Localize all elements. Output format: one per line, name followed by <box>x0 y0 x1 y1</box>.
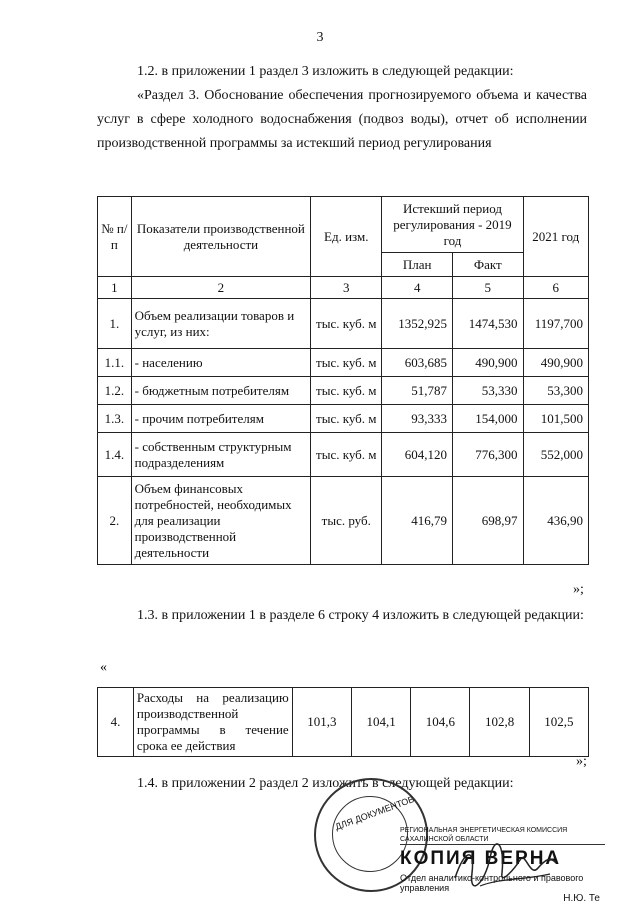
expenses-table <box>97 687 589 757</box>
row-value: 104,1 <box>351 688 410 757</box>
header-unit: Ед. изм. <box>311 197 382 277</box>
table-row <box>98 433 589 477</box>
paragraph-1-2: 1.2. в приложении 1 раздел 3 изложить в следующей редакции: <box>137 64 514 79</box>
stamp-person: Н.Ю. Те <box>563 893 600 904</box>
row-num: 4. <box>98 688 134 757</box>
row-name: Расходы на реализацию производственной программы в течение срока ее действия <box>133 688 292 757</box>
table-row <box>98 377 589 405</box>
row-fact: 154,000 <box>452 405 523 433</box>
header-indicator: Показатели производственной деятельности <box>131 197 311 277</box>
row-name: Объем финансовых потребностей, необходимых для реализации производственной деятельности <box>131 477 311 565</box>
table-header-row <box>98 197 589 253</box>
table-row <box>98 349 589 377</box>
column-number-row <box>98 277 589 299</box>
row-name: - населению <box>131 349 311 377</box>
row-unit: тыс. руб. <box>311 477 382 565</box>
row-2021: 490,900 <box>523 349 588 377</box>
row-plan: 51,787 <box>382 377 453 405</box>
seal-for-documents-text: ДЛЯ ДОКУМЕНТОВ <box>333 794 416 832</box>
row-plan: 416,79 <box>382 477 453 565</box>
stamp-department: Отдел аналитико-контрольного и правового управления <box>400 873 584 893</box>
paragraph-1-3: 1.3. в приложении 1 в разделе 6 строку 4 изложить в следующей редакции: <box>137 608 584 623</box>
header-period: Истекший период регулирования - 2019 год <box>382 197 523 253</box>
signature-icon <box>450 838 560 893</box>
stamp-title: КОПИЯ ВЕРНА <box>400 848 562 869</box>
row-plan: 604,120 <box>382 433 453 477</box>
header-num: № п/п <box>98 197 132 277</box>
table-row <box>98 688 589 757</box>
row-value: 104,6 <box>411 688 470 757</box>
row-num: 1. <box>98 299 132 349</box>
section-3-heading: «Раздел 3. Обоснование обеспечения прогнозируемого объема и качества услуг в сфере холодного водоснабжения (подвоз воды), отчет об исполнении производственной программы за истекший период регулирования <box>97 88 587 151</box>
row-name: Объем реализации товаров и услуг, из них: <box>131 299 311 349</box>
table-row <box>98 299 589 349</box>
row-num: 1.3. <box>98 405 132 433</box>
header-fact: Факт <box>452 253 523 277</box>
paragraph-1-4: 1.4. в приложении 2 раздел 2 изложить в следующей редакции: <box>137 776 514 791</box>
row-name: - прочим потребителям <box>131 405 311 433</box>
row-fact: 776,300 <box>452 433 523 477</box>
header-plan: План <box>382 253 453 277</box>
row-value: 101,3 <box>292 688 351 757</box>
row-value: 102,5 <box>529 688 588 757</box>
row-plan: 93,333 <box>382 405 453 433</box>
row-unit: тыс. куб. м <box>311 433 382 477</box>
row-plan: 1352,925 <box>382 299 453 349</box>
table1-end-mark: »; <box>573 582 584 597</box>
row-name: - собственным структурным подразделениям <box>131 433 311 477</box>
row-num: 2. <box>98 477 132 565</box>
header-2021: 2021 год <box>523 197 588 277</box>
col-number: 5 <box>452 277 523 299</box>
col-number: 1 <box>98 277 132 299</box>
row-2021: 101,500 <box>523 405 588 433</box>
row-unit: тыс. куб. м <box>311 405 382 433</box>
table-row <box>98 405 589 433</box>
table2-end-mark: »; <box>576 754 587 769</box>
row-2021: 436,90 <box>523 477 588 565</box>
row-unit: тыс. куб. м <box>311 299 382 349</box>
col-number: 6 <box>523 277 588 299</box>
row-fact: 698,97 <box>452 477 523 565</box>
page-number: 3 <box>316 30 324 45</box>
table-row <box>98 477 589 565</box>
production-indicators-table <box>97 196 589 565</box>
open-quote: « <box>100 660 107 675</box>
row-fact: 53,330 <box>452 377 523 405</box>
col-number: 2 <box>131 277 311 299</box>
row-name: - бюджетным потребителям <box>131 377 311 405</box>
row-value: 102,8 <box>470 688 529 757</box>
row-2021: 1197,700 <box>523 299 588 349</box>
row-num: 1.4. <box>98 433 132 477</box>
col-number: 4 <box>382 277 453 299</box>
stamp-organization: РЕГИОНАЛЬНАЯ ЭНЕРГЕТИЧЕСКАЯ КОМИССИЯ САХАЛИНСКОЙ ОБЛАСТИ <box>400 826 605 845</box>
row-2021: 552,000 <box>523 433 588 477</box>
row-plan: 603,685 <box>382 349 453 377</box>
row-fact: 490,900 <box>452 349 523 377</box>
row-unit: тыс. куб. м <box>311 349 382 377</box>
row-num: 1.2. <box>98 377 132 405</box>
row-2021: 53,300 <box>523 377 588 405</box>
col-number: 3 <box>311 277 382 299</box>
row-num: 1.1. <box>98 349 132 377</box>
row-unit: тыс. куб. м <box>311 377 382 405</box>
row-fact: 1474,530 <box>452 299 523 349</box>
